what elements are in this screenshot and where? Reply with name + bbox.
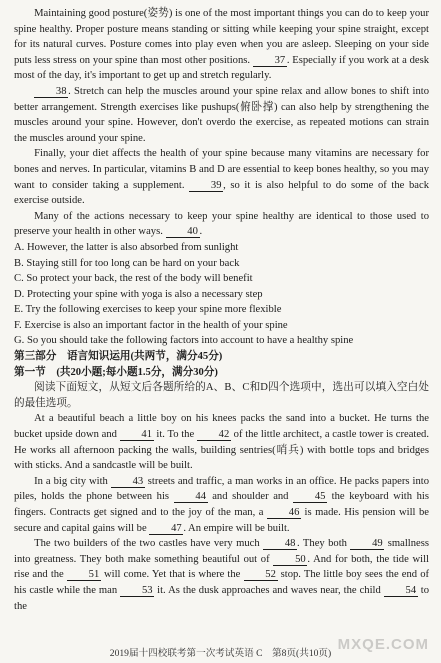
text: . Especially if you work at a desk most of the day, it's important to get up and stretch regularly. bbox=[14, 54, 429, 82]
watermark-logo: MXQE.COM bbox=[337, 636, 429, 653]
page-footer: 2019届十四校联考第一次考试英语 C 第8页(共10页) bbox=[109, 648, 332, 659]
blank-42: 42 bbox=[197, 429, 231, 441]
blank-39: 39 bbox=[189, 180, 223, 192]
blank-37: 37 bbox=[253, 55, 287, 67]
blank-47: 47 bbox=[149, 523, 183, 535]
blank-50: 50 bbox=[273, 554, 307, 566]
text: At a beautiful beach a little boy on his knees packs the sand into a bucket. He turns the bucket upside down and bbox=[14, 413, 429, 441]
text: In a big city with bbox=[34, 475, 108, 487]
instructions: 阅读下面短文，从短文后各题所给的A、B、C和D四个选项中，选出可以填入空白处的最佳选项。 bbox=[14, 382, 429, 409]
text: it. To the bbox=[156, 429, 195, 441]
text: , so it is also helpful to do some of the back exercise outside. bbox=[14, 179, 429, 207]
paragraph-diet bbox=[14, 146, 429, 208]
text: The two builders of the two castles have very much bbox=[34, 538, 260, 550]
blank-43: 43 bbox=[111, 476, 145, 488]
text: . They both bbox=[297, 538, 347, 550]
blank-38: 38 bbox=[34, 86, 68, 98]
blank-48: 48 bbox=[263, 538, 297, 550]
blank-53: 53 bbox=[120, 585, 154, 597]
text: . And for both, the tide will rise and the bbox=[14, 553, 429, 581]
text: . An empire will be built. bbox=[183, 522, 290, 534]
option-g: G. So you should take the following factors into account to have a healthy spine bbox=[14, 335, 354, 347]
paragraph-stretch bbox=[14, 84, 429, 146]
option-c: C. So protect your back, the rest of the body will benefit bbox=[14, 273, 253, 285]
option-f: F. Exercise is also an important factor in the health of your spine bbox=[14, 319, 288, 331]
section-1-title: 第一节 (共20小题;每小题1.5分，满分30分) bbox=[14, 366, 218, 378]
blank-40: 40 bbox=[166, 226, 200, 238]
option-a: A. However, the latter is also absorbed from sunlight bbox=[14, 241, 239, 253]
text: . bbox=[199, 226, 203, 238]
option-b: B. Staying still for too long can be hard on your back bbox=[14, 257, 240, 269]
text: will come. Yet that is where the bbox=[104, 569, 241, 581]
blank-45: 45 bbox=[293, 491, 327, 503]
text: stop. The little boy sees the end of his castle while the man bbox=[14, 569, 430, 596]
text: smallness into greatness. They both make something beautiful out of bbox=[14, 538, 429, 565]
text: Finally, your diet affects the health of your spine because many vitamins are necessary for bones and nerves. In particular, vitamins B and D are essential to keep bones healthy, so you may want to consider taking a supplement. bbox=[14, 148, 429, 191]
options-list bbox=[14, 240, 429, 349]
paragraph-beach bbox=[14, 411, 429, 473]
blank-49: 49 bbox=[350, 538, 384, 550]
paragraph-posture bbox=[14, 6, 429, 84]
paragraph-builders bbox=[14, 536, 429, 614]
text: to the bbox=[14, 584, 430, 612]
text: it. As the dusk approaches and waves near, the child bbox=[157, 584, 381, 596]
text: Many of the actions necessary to keep your spine healthy are identical to those used to preserve your health in other ways. bbox=[14, 210, 429, 238]
blank-52: 52 bbox=[244, 569, 278, 581]
text: streets and traffic, a man works in an office. He packs papers into piles, holds the phone between his bbox=[14, 475, 429, 503]
blank-46: 46 bbox=[267, 507, 301, 519]
section-3-title: 第三部分 语言知识运用(共两节，满分45分) bbox=[14, 351, 223, 363]
blank-51: 51 bbox=[67, 569, 101, 581]
option-e: E. Try the following exercises to keep your spine more flexible bbox=[14, 304, 282, 316]
text: is made. His pension will be secure and capital gains will be bbox=[14, 507, 429, 534]
text: the keyboard with his fingers. Contracts get signed and to the joy of the man, a bbox=[14, 491, 429, 518]
text: Maintaining good posture(姿势) is one of the most important things you can do to keep your spine healthy. Proper posture means standing or sitting while keeping your spine straight, except for its natural curves. Posture comes into play even when you are asleep. Sleeping on your side puts less stress on your spine than most other positions. bbox=[14, 8, 429, 66]
blank-41: 41 bbox=[120, 429, 154, 441]
text: and shoulder and bbox=[212, 491, 289, 503]
text: of the little architect, a castle tower is created. He works all afternoon packing the walls, building sentries(哨兵) with bottle tops and bridges with sticks. And a sandcastle will be built. bbox=[14, 429, 429, 472]
paragraph-actions bbox=[14, 209, 429, 240]
paragraph-city bbox=[14, 474, 429, 536]
text: . Stretch can help the muscles around your spine relax and allow bones to shift into better arrangement. Strength exercises like pushups(俯卧撑) can also help by strengthening the muscles around your spine. However, don't overdo the exercise, as repeated motions can strain the muscles around your spine. bbox=[14, 85, 429, 144]
blank-44: 44 bbox=[174, 491, 208, 503]
blank-54: 54 bbox=[384, 585, 418, 597]
option-d: D. Protecting your spine with yoga is also a necessary step bbox=[14, 288, 263, 300]
